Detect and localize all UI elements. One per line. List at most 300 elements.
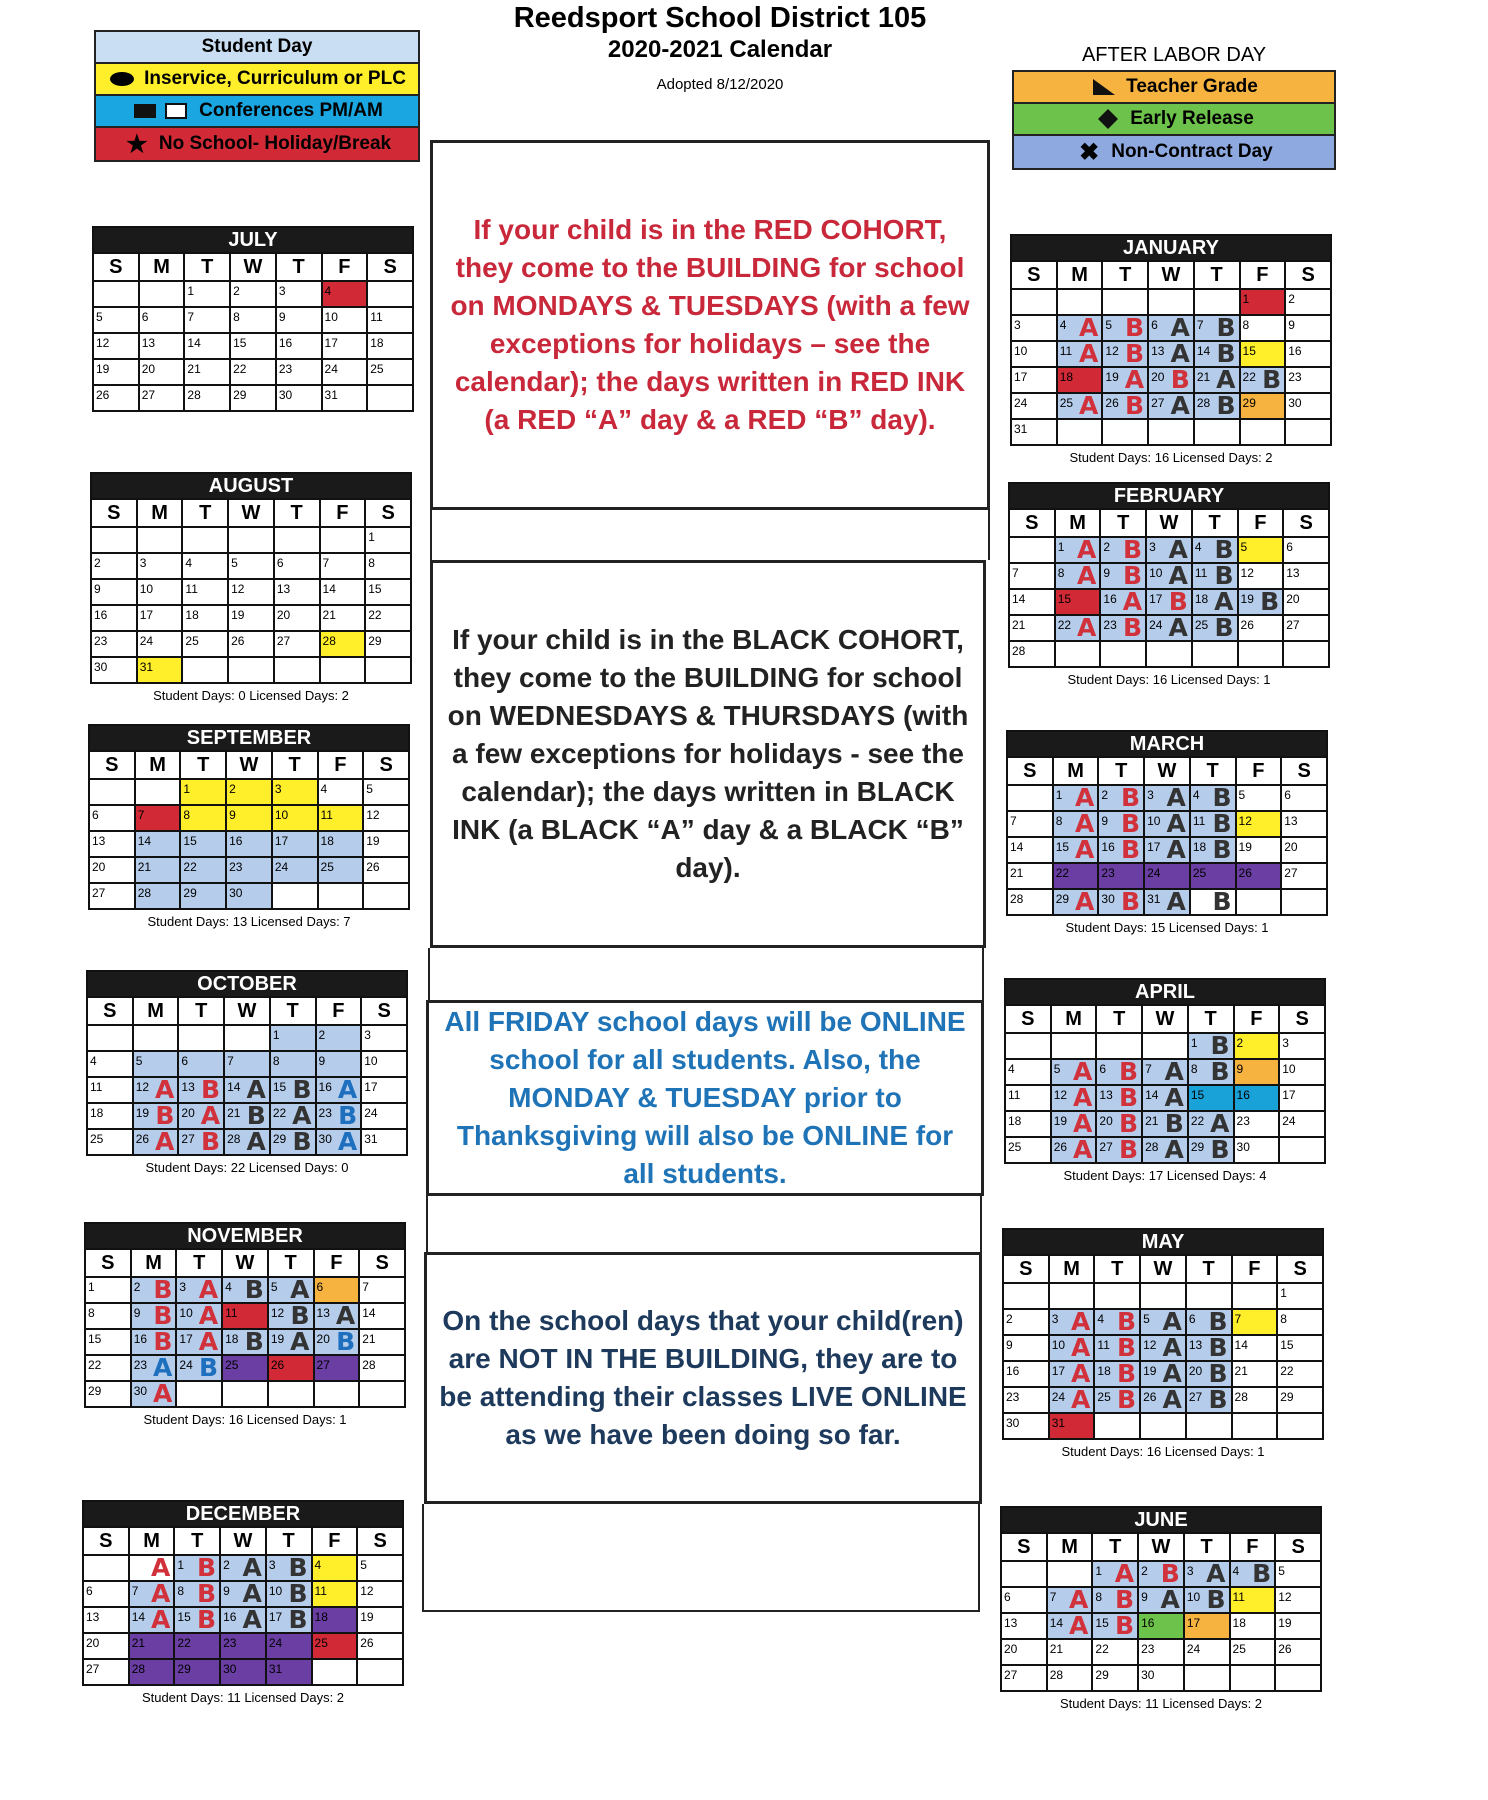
day-cell bbox=[1001, 1665, 1047, 1691]
online-attendance-box bbox=[424, 1252, 982, 1504]
day-cell bbox=[322, 359, 368, 385]
cohort-day-letter: A bbox=[1164, 1059, 1184, 1085]
day-cell bbox=[1194, 341, 1240, 367]
day-number: 25 bbox=[225, 1358, 239, 1372]
day-cell bbox=[220, 1633, 266, 1659]
cohort-day-letter: A bbox=[1162, 1335, 1182, 1361]
august-day-totals: Student Days: 0 Licensed Days: 2 bbox=[153, 688, 349, 703]
day-cell bbox=[276, 359, 322, 385]
legend-no-school bbox=[96, 128, 418, 160]
day-cell bbox=[270, 1103, 316, 1129]
day-cell bbox=[1192, 641, 1238, 667]
day-cell bbox=[222, 1355, 268, 1381]
weekday-header: M bbox=[1053, 757, 1099, 785]
week-row bbox=[87, 1103, 407, 1129]
day-cell bbox=[1055, 589, 1101, 615]
day-cell bbox=[270, 1077, 316, 1103]
day-number: 20 bbox=[316, 1332, 330, 1346]
day-cell bbox=[363, 805, 409, 831]
day-cell bbox=[1094, 1413, 1140, 1439]
december-month-name: DECEMBER bbox=[83, 1501, 403, 1527]
day-number: 23 bbox=[1103, 618, 1117, 632]
february-day-totals: Student Days: 16 Licensed Days: 1 bbox=[1067, 672, 1271, 687]
day-cell bbox=[316, 1077, 362, 1103]
cohort-day-letter: B bbox=[1214, 537, 1234, 563]
day-number: 20 bbox=[1151, 370, 1165, 384]
day-number: 17 bbox=[1051, 1364, 1066, 1378]
week-row bbox=[1005, 1033, 1325, 1059]
day-cell bbox=[1140, 1387, 1186, 1413]
day-number: 6 bbox=[92, 808, 99, 822]
day-number: 20 bbox=[141, 362, 156, 376]
day-number: 1 bbox=[183, 782, 191, 796]
cohort-day-letter: B bbox=[288, 1607, 308, 1633]
day-number: 12 bbox=[1143, 1338, 1157, 1352]
day-cell bbox=[1240, 419, 1286, 445]
day-number: 13 bbox=[1188, 1338, 1203, 1352]
day-cell bbox=[1238, 641, 1284, 667]
july-month-name: JULY bbox=[93, 227, 413, 253]
day-number: 10 bbox=[139, 582, 154, 596]
cohort-day-letter: A bbox=[1170, 393, 1190, 419]
day-cell bbox=[268, 1355, 314, 1381]
day-number: 7 bbox=[1049, 1590, 1057, 1604]
day-cell bbox=[133, 1025, 179, 1051]
weekday-header: S bbox=[1275, 1533, 1321, 1561]
day-cell bbox=[1011, 315, 1057, 341]
day-number: 28 bbox=[1145, 1140, 1159, 1154]
day-cell bbox=[1047, 1613, 1093, 1639]
day-cell bbox=[1140, 1283, 1186, 1309]
day-cell bbox=[220, 1607, 266, 1633]
day-cell bbox=[1096, 1033, 1142, 1059]
day-number: 13 bbox=[1004, 1616, 1018, 1630]
cohort-day-letter: B bbox=[1210, 1059, 1230, 1085]
day-number: 7 bbox=[362, 1280, 369, 1294]
day-cell bbox=[318, 883, 364, 909]
weekday-header: M bbox=[1049, 1255, 1095, 1283]
day-number: 20 bbox=[86, 1636, 100, 1650]
day-cell bbox=[1057, 341, 1103, 367]
legend-early-release-label: Early Release bbox=[1130, 108, 1254, 129]
day-cell bbox=[363, 779, 409, 805]
day-number: 16 bbox=[94, 608, 108, 622]
day-cell bbox=[1005, 1111, 1051, 1137]
november-month-name: NOVEMBER bbox=[85, 1223, 405, 1249]
day-number: 6 bbox=[86, 1584, 93, 1598]
day-number: 21 bbox=[227, 1106, 241, 1120]
weekday-header: S bbox=[1281, 757, 1327, 785]
day-cell bbox=[178, 1025, 224, 1051]
cohort-day-letter: A bbox=[290, 1329, 310, 1355]
weekday-header: S bbox=[1285, 261, 1331, 289]
day-number: 2 bbox=[1288, 292, 1295, 306]
day-cell bbox=[268, 1381, 314, 1407]
day-cell bbox=[176, 1355, 222, 1381]
day-number: 30 bbox=[1141, 1668, 1155, 1682]
day-number: 5 bbox=[96, 310, 103, 324]
day-number: 7 bbox=[1234, 1312, 1242, 1326]
week-row bbox=[1005, 1137, 1325, 1163]
june-calendar bbox=[1000, 1506, 1322, 1711]
week-row bbox=[87, 1025, 407, 1051]
day-cell bbox=[1283, 615, 1329, 641]
day-cell bbox=[1102, 315, 1148, 341]
weekday-header: S bbox=[359, 1249, 405, 1277]
day-cell bbox=[89, 779, 135, 805]
day-number: 26 bbox=[1143, 1390, 1157, 1404]
day-number: 18 bbox=[370, 336, 384, 350]
day-number: 3 bbox=[1186, 1564, 1194, 1578]
cohort-day-letter: B bbox=[1117, 1309, 1137, 1335]
day-cell bbox=[1007, 785, 1053, 811]
day-cell bbox=[1236, 889, 1282, 915]
day-cell bbox=[129, 1659, 175, 1685]
day-number: 20 bbox=[1004, 1642, 1018, 1656]
day-number: 5 bbox=[231, 556, 238, 570]
day-number: 20 bbox=[181, 1106, 195, 1120]
day-number: 18 bbox=[1008, 1114, 1022, 1128]
day-number: 18 bbox=[90, 1106, 104, 1120]
day-number: 24 bbox=[1147, 866, 1161, 880]
day-cell bbox=[174, 1633, 220, 1659]
cohort-day-letter: B bbox=[288, 1581, 308, 1607]
day-number: 28 bbox=[322, 634, 336, 648]
day-number: 5 bbox=[1105, 318, 1113, 332]
weekday-header: S bbox=[367, 253, 413, 281]
day-number: 28 bbox=[227, 1132, 241, 1146]
day-cell bbox=[270, 1129, 316, 1155]
week-row bbox=[1007, 863, 1327, 889]
day-cell bbox=[1285, 419, 1331, 445]
cohort-day-letter: A bbox=[337, 1129, 358, 1155]
day-number: 5 bbox=[360, 1558, 367, 1572]
weekday-header: W bbox=[224, 997, 270, 1025]
day-number: 29 bbox=[1280, 1390, 1294, 1404]
week-row bbox=[91, 579, 411, 605]
day-number: 14 bbox=[1010, 840, 1024, 854]
day-cell bbox=[1140, 1309, 1186, 1335]
day-cell bbox=[1148, 315, 1194, 341]
day-cell bbox=[367, 333, 413, 359]
day-number: 17 bbox=[268, 1610, 283, 1624]
day-cell bbox=[322, 307, 368, 333]
day-number: 2 bbox=[223, 1558, 230, 1572]
day-cell bbox=[131, 1329, 177, 1355]
day-cell bbox=[316, 1103, 362, 1129]
cohort-day-letter: A bbox=[242, 1607, 262, 1633]
weekday-header: T bbox=[176, 1249, 222, 1277]
day-cell bbox=[1094, 1361, 1140, 1387]
day-number: 17 bbox=[364, 1080, 378, 1094]
day-cell bbox=[1142, 1111, 1188, 1137]
day-number: 27 bbox=[1284, 866, 1298, 880]
week-row bbox=[1007, 785, 1327, 811]
day-cell bbox=[266, 1555, 312, 1581]
day-cell bbox=[137, 605, 183, 631]
day-cell bbox=[1146, 615, 1192, 641]
cohort-day-letter: B bbox=[1212, 889, 1232, 915]
cohort-day-letter: A bbox=[290, 1277, 310, 1303]
day-cell bbox=[1009, 641, 1055, 667]
january-month-name: JANUARY bbox=[1011, 235, 1331, 261]
weekday-header: T bbox=[178, 997, 224, 1025]
day-number: 24 bbox=[268, 1636, 283, 1650]
day-cell bbox=[1275, 1561, 1321, 1587]
day-cell bbox=[1100, 537, 1146, 563]
day-number: 16 bbox=[278, 336, 293, 350]
day-cell bbox=[363, 831, 409, 857]
cohort-day-letter: B bbox=[1121, 889, 1141, 915]
week-row bbox=[91, 657, 411, 683]
cohort-day-letter: B bbox=[1252, 1561, 1272, 1587]
day-cell bbox=[1094, 1309, 1140, 1335]
week-row bbox=[1007, 837, 1327, 863]
cohort-day-letter: A bbox=[1160, 1587, 1180, 1613]
day-cell bbox=[1102, 341, 1148, 367]
day-cell bbox=[220, 1659, 266, 1685]
day-cell bbox=[316, 1025, 362, 1051]
day-number: 18 bbox=[1097, 1364, 1111, 1378]
day-number: 11 bbox=[1059, 344, 1073, 358]
day-number: 23 bbox=[1141, 1642, 1155, 1656]
day-cell bbox=[1102, 419, 1148, 445]
day-cell bbox=[1092, 1561, 1138, 1587]
day-number: 20 bbox=[1284, 840, 1298, 854]
day-cell bbox=[1275, 1665, 1321, 1691]
cohort-day-letter: B bbox=[1125, 393, 1145, 419]
day-number: 17 bbox=[324, 336, 338, 350]
day-cell bbox=[365, 579, 411, 605]
day-number: 24 bbox=[139, 634, 154, 648]
day-number: 14 bbox=[1145, 1088, 1159, 1102]
day-cell bbox=[1190, 785, 1236, 811]
day-cell bbox=[228, 579, 274, 605]
legend-teacher-grade bbox=[1014, 72, 1334, 104]
day-cell bbox=[1281, 863, 1327, 889]
week-row bbox=[91, 631, 411, 657]
day-number: 6 bbox=[141, 310, 149, 324]
cohort-day-letter: B bbox=[153, 1303, 173, 1329]
day-cell bbox=[361, 1051, 407, 1077]
day-number: 5 bbox=[1143, 1312, 1150, 1326]
cohort-day-letter: B bbox=[1115, 1587, 1135, 1613]
day-number: 19 bbox=[1143, 1364, 1157, 1378]
legend-teacher-grade-label: Teacher Grade bbox=[1126, 76, 1258, 97]
day-number: 16 bbox=[1141, 1616, 1155, 1630]
weekday-header: S bbox=[91, 499, 137, 527]
day-cell bbox=[1238, 563, 1284, 589]
day-cell bbox=[1146, 537, 1192, 563]
day-cell bbox=[1281, 811, 1327, 837]
day-cell bbox=[1057, 393, 1103, 419]
day-number: 12 bbox=[1278, 1590, 1292, 1604]
may-day-totals: Student Days: 16 Licensed Days: 1 bbox=[1061, 1444, 1265, 1459]
day-cell bbox=[129, 1607, 175, 1633]
week-row bbox=[87, 1051, 407, 1077]
cohort-day-letter: A bbox=[335, 1303, 356, 1329]
day-cell bbox=[1184, 1639, 1230, 1665]
day-number: 1 bbox=[177, 1558, 185, 1572]
day-cell bbox=[1279, 1059, 1325, 1085]
day-number: 8 bbox=[183, 808, 191, 822]
divider-4 bbox=[422, 1504, 980, 1612]
day-cell bbox=[1001, 1639, 1047, 1665]
day-cell bbox=[137, 631, 183, 657]
day-cell bbox=[133, 1103, 179, 1129]
day-cell bbox=[268, 1303, 314, 1329]
week-row bbox=[1011, 315, 1331, 341]
day-cell bbox=[91, 605, 137, 631]
day-number: 12 bbox=[231, 582, 245, 596]
day-number: 11 bbox=[370, 310, 383, 324]
day-cell bbox=[135, 883, 181, 909]
day-number: 13 bbox=[1284, 814, 1298, 828]
day-number: 26 bbox=[1278, 1642, 1292, 1656]
weekday-header: M bbox=[131, 1249, 177, 1277]
day-number: 15 bbox=[1055, 840, 1070, 854]
week-row bbox=[85, 1303, 405, 1329]
cohort-day-letter: A bbox=[1170, 315, 1190, 341]
day-cell bbox=[1232, 1413, 1278, 1439]
day-cell bbox=[1232, 1361, 1278, 1387]
day-cell bbox=[1007, 837, 1053, 863]
day-number: 23 bbox=[223, 1636, 237, 1650]
weekday-header: F bbox=[318, 751, 364, 779]
weekday-header: T bbox=[1194, 261, 1240, 289]
day-number: 28 bbox=[362, 1358, 376, 1372]
day-cell bbox=[184, 333, 230, 359]
day-number: 2 bbox=[1103, 540, 1111, 554]
day-cell bbox=[1232, 1283, 1278, 1309]
day-number: 8 bbox=[1242, 318, 1250, 332]
cohort-day-letter: A bbox=[1075, 811, 1095, 837]
day-number: 5 bbox=[1278, 1564, 1285, 1578]
day-cell bbox=[1188, 1059, 1234, 1085]
day-cell bbox=[1144, 863, 1190, 889]
day-cell bbox=[1238, 615, 1284, 641]
day-cell bbox=[1092, 1613, 1138, 1639]
cohort-day-letter: A bbox=[153, 1381, 173, 1407]
cohort-day-letter: B bbox=[1216, 341, 1236, 367]
day-cell bbox=[1098, 837, 1144, 863]
day-cell bbox=[1275, 1613, 1321, 1639]
week-row bbox=[83, 1555, 403, 1581]
day-cell bbox=[314, 1329, 360, 1355]
cohort-day-letter: A bbox=[1164, 1085, 1184, 1111]
day-cell bbox=[1186, 1283, 1232, 1309]
day-number: 30 bbox=[1288, 396, 1302, 410]
cohort-day-letter: B bbox=[244, 1277, 264, 1303]
weekday-header: S bbox=[83, 1527, 129, 1555]
day-cell bbox=[1148, 393, 1194, 419]
day-cell bbox=[230, 333, 276, 359]
week-row bbox=[1009, 563, 1329, 589]
weekday-header: F bbox=[1230, 1533, 1276, 1561]
cohort-day-letter: A bbox=[198, 1303, 219, 1329]
cohort-day-letter: B bbox=[290, 1303, 310, 1329]
day-number: 20 bbox=[92, 860, 106, 874]
day-cell bbox=[1285, 367, 1331, 393]
day-number: 27 bbox=[92, 886, 106, 900]
day-cell bbox=[182, 579, 228, 605]
day-cell bbox=[1190, 863, 1236, 889]
day-number: 1 bbox=[1057, 540, 1065, 554]
day-number: 19 bbox=[366, 834, 380, 848]
day-cell bbox=[1192, 537, 1238, 563]
day-cell bbox=[1094, 1335, 1140, 1361]
legend-student-day-label: Student Day bbox=[201, 36, 313, 57]
day-cell bbox=[1285, 341, 1331, 367]
day-cell bbox=[1275, 1587, 1321, 1613]
day-cell bbox=[83, 1555, 129, 1581]
weekday-header: M bbox=[135, 751, 181, 779]
day-cell bbox=[357, 1633, 403, 1659]
day-cell bbox=[274, 657, 320, 683]
cohort-day-letter: A bbox=[246, 1129, 266, 1155]
cohort-day-letter: B bbox=[1208, 1309, 1228, 1335]
day-cell bbox=[1186, 1361, 1232, 1387]
day-cell bbox=[1279, 1111, 1325, 1137]
cohort-day-letter: B bbox=[1212, 837, 1232, 863]
cohort-day-letter: B bbox=[246, 1103, 266, 1129]
day-number: 10 bbox=[1147, 814, 1161, 828]
day-number: 25 bbox=[1232, 1642, 1246, 1656]
cohort-day-letter: A bbox=[1168, 537, 1188, 563]
week-row bbox=[1009, 615, 1329, 641]
day-cell bbox=[1098, 811, 1144, 837]
day-number: 18 bbox=[1059, 370, 1074, 384]
day-cell bbox=[1102, 367, 1148, 393]
day-cell bbox=[174, 1555, 220, 1581]
legend-conferences bbox=[96, 96, 418, 128]
may-month-name: MAY bbox=[1003, 1229, 1323, 1255]
day-number: 22 bbox=[1055, 866, 1070, 880]
day-cell bbox=[1009, 589, 1055, 615]
day-number: 10 bbox=[364, 1054, 378, 1068]
day-number: 1 bbox=[1242, 292, 1250, 306]
week-row bbox=[83, 1581, 403, 1607]
day-cell bbox=[1238, 537, 1284, 563]
cohort-day-letter: A bbox=[1162, 1309, 1182, 1335]
cohort-day-letter: B bbox=[153, 1329, 173, 1355]
day-number: 19 bbox=[231, 608, 245, 622]
cohort-day-letter: A bbox=[242, 1555, 262, 1581]
day-cell bbox=[359, 1277, 405, 1303]
day-number: 16 bbox=[223, 1610, 237, 1624]
day-number: 27 bbox=[316, 1358, 330, 1372]
day-number: 4 bbox=[324, 284, 332, 298]
day-number: 15 bbox=[183, 834, 197, 848]
day-cell bbox=[1055, 641, 1101, 667]
day-cell bbox=[1146, 563, 1192, 589]
day-number: 14 bbox=[131, 1610, 146, 1624]
day-cell bbox=[1285, 289, 1331, 315]
day-number: 10 bbox=[1051, 1338, 1066, 1352]
cohort-day-letter: A bbox=[1075, 837, 1095, 863]
day-cell bbox=[276, 307, 322, 333]
day-number: 19 bbox=[96, 362, 110, 376]
day-cell bbox=[1011, 393, 1057, 419]
cohort-day-letter: A bbox=[198, 1277, 219, 1303]
day-number: 20 bbox=[276, 608, 291, 622]
week-row bbox=[85, 1381, 405, 1407]
cohort-day-letter: A bbox=[1071, 1335, 1091, 1361]
day-number: 14 bbox=[1196, 344, 1211, 358]
day-cell bbox=[230, 307, 276, 333]
day-number: 8 bbox=[1190, 1062, 1198, 1076]
cohort-day-letter: A bbox=[155, 1077, 175, 1103]
